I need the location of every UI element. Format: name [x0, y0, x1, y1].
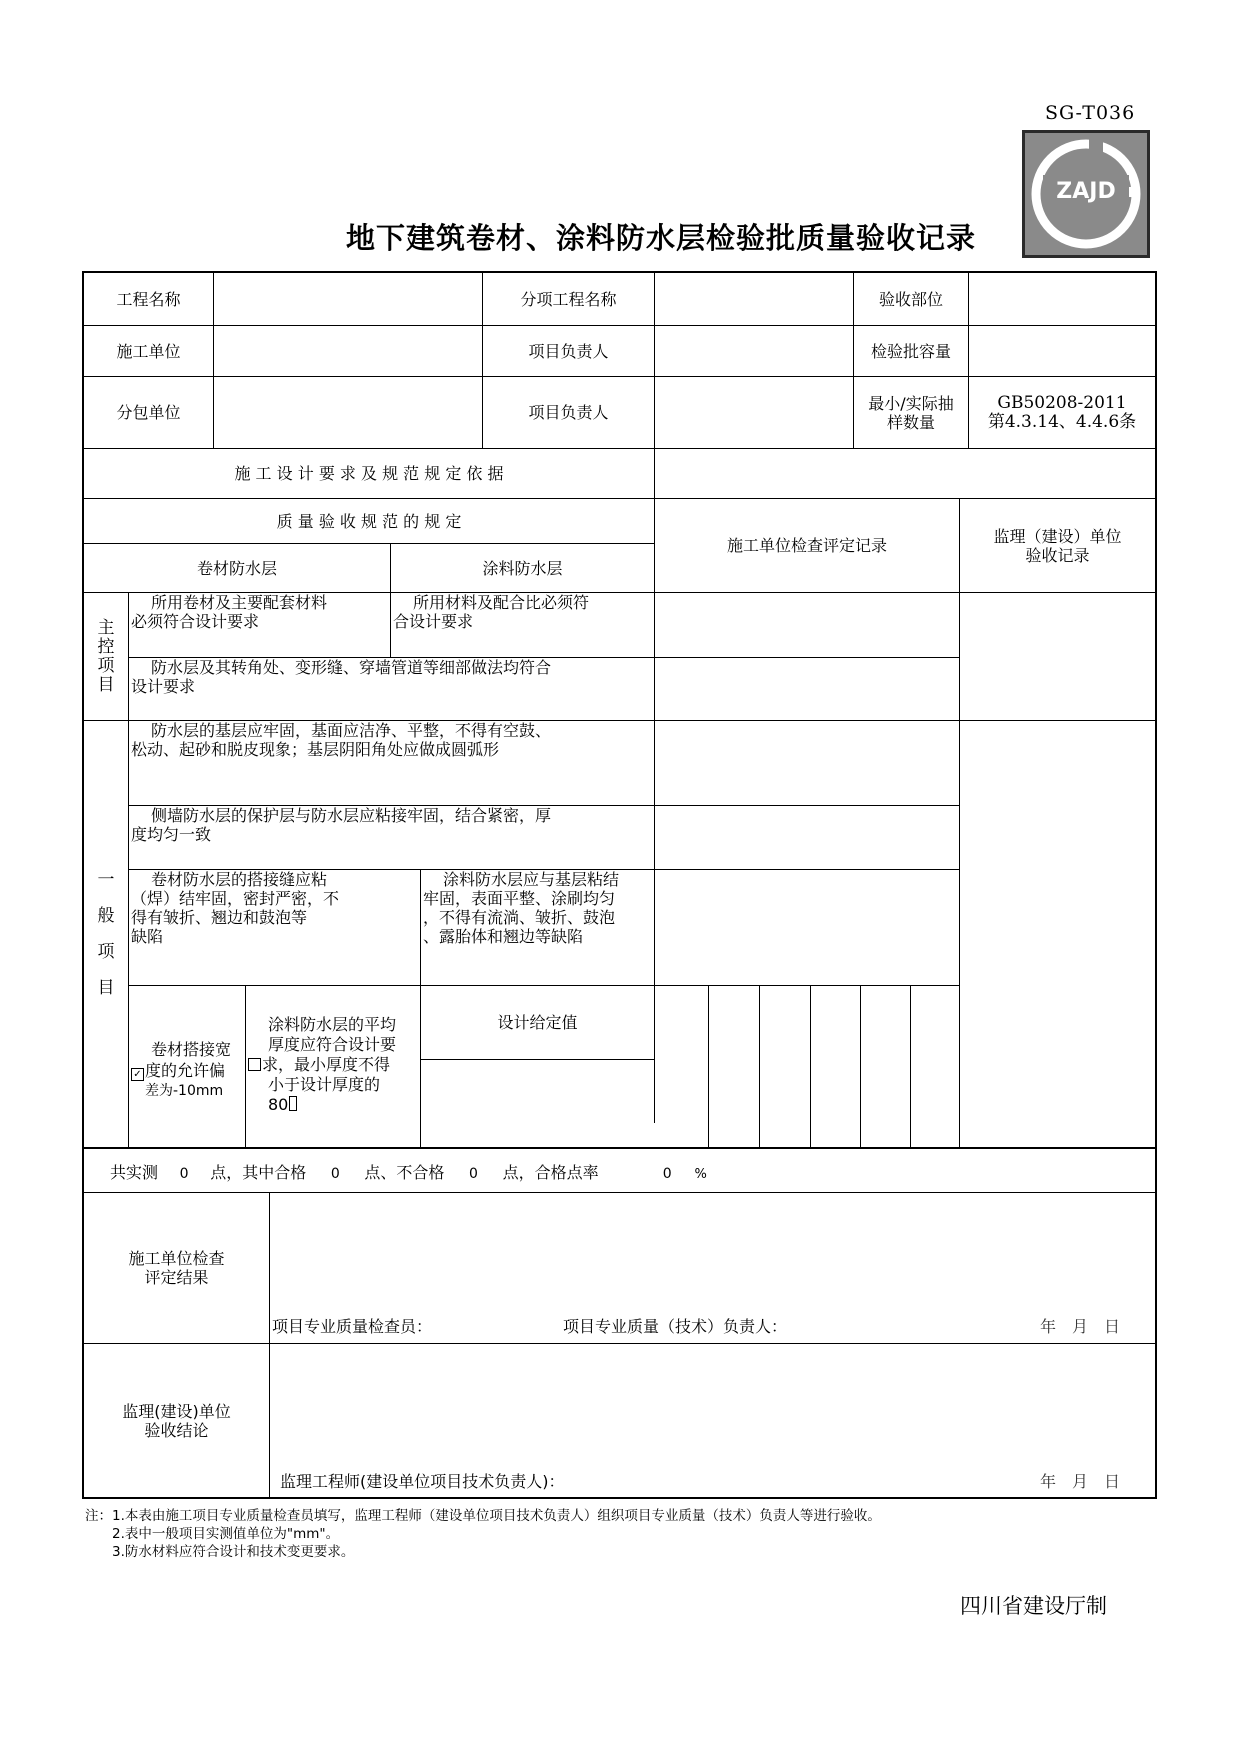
sampling-label-line2: 样数量 [886, 412, 935, 432]
acceptance-part-field[interactable] [969, 273, 1155, 325]
measured-value-2[interactable] [709, 986, 759, 1147]
measured-value-5[interactable] [861, 986, 910, 1147]
main-item1-membrane-line2: 必须符合设计要求 [131, 612, 260, 631]
general-item1-check-field[interactable] [655, 721, 959, 805]
acceptance-part-label: 验收部位 [878, 289, 943, 309]
general-item2-check-field[interactable] [655, 806, 959, 869]
design-basis-field[interactable] [655, 449, 1155, 498]
sampling-label [854, 377, 968, 448]
general-item3-coating-line4: 、露胎体和翘边等缺陷 [423, 927, 584, 946]
general-item4-membrane-line1: 卷材搭接宽 [151, 1039, 232, 1059]
construction-result-label [84, 1193, 269, 1343]
main-items-char-2: 控 [97, 636, 115, 657]
measured-value-6[interactable] [911, 986, 959, 1147]
general-item4-coating [246, 1000, 420, 1130]
main-items-char-3: 项 [97, 655, 115, 676]
general-item3-membrane-line4: 缺陷 [131, 927, 164, 946]
coating-thickness-checkbox[interactable] [248, 1058, 261, 1071]
main-items-char-4: 目 [97, 674, 115, 695]
project-manager-field-2[interactable] [655, 377, 853, 448]
standard-reference [969, 377, 1155, 448]
construction-date-label: 年 月 日 [1040, 1317, 1121, 1336]
membrane-layer-label: 卷材防水层 [196, 558, 277, 578]
general-item2-line2: 度均匀一致 [131, 825, 212, 844]
design-value-field[interactable] [421, 1060, 654, 1147]
general-item1 [129, 721, 654, 805]
general-item2-line1: 侧墙防水层的保护层与防水层应粘接牢固，结合紧密，厚 [151, 806, 552, 825]
membrane-overlap-checkbox[interactable]: ✓ [131, 1068, 144, 1081]
main-item2-check-field[interactable] [655, 658, 959, 720]
summary-row [110, 1160, 707, 1183]
page-title: 地下建筑卷材、涂料防水层检验批质量验收记录 [345, 221, 976, 255]
measured-value-3[interactable] [760, 986, 810, 1147]
note-2: 2.表中一般项目实测值单位为"mm"。 [85, 1526, 340, 1542]
general-items-label [84, 721, 128, 1147]
project-name-field[interactable] [214, 273, 482, 325]
main-item1-membrane [129, 593, 390, 657]
standard-reference-line1: GB50208-2011 [997, 392, 1127, 413]
summary-fail-value: 0 [469, 1166, 478, 1182]
main-item2-line2: 设计要求 [131, 677, 196, 696]
construction-unit-label: 施工单位 [116, 341, 181, 361]
general-item4-coating-line1: 涂料防水层的平均 [268, 1015, 397, 1034]
supervision-date-label: 年 月 日 [1040, 1472, 1121, 1491]
spec-label: 质 量 验 收 规 范 的 规 定 [276, 511, 462, 531]
summary-total-value: 0 [179, 1166, 189, 1182]
general-item4-membrane-line3: 差为-10mm [145, 1082, 224, 1099]
general-item1-line1: 防水层的基层应牢固，基面应洁净、平整，不得有空鼓、 [151, 721, 552, 740]
project-manager-label: 项目负责人 [528, 341, 609, 361]
percent-placeholder-box [289, 1096, 297, 1111]
general-item4-coating-line2: 厚度应符合设计要 [268, 1035, 397, 1054]
logo-text: ZAJD [1056, 179, 1116, 204]
sampling-label-line1: 最小/实际抽 [868, 393, 954, 413]
design-basis-label: 施 工 设 计 要 求 及 规 范 规 定 依 据 [234, 464, 504, 483]
summary-fail-label: 点、不合格 [364, 1163, 445, 1182]
general-items-supervision-field[interactable] [960, 721, 1155, 1147]
design-value-label: 设计给定值 [497, 1013, 578, 1032]
notes [85, 1507, 881, 1561]
main-items-char-1: 主 [97, 617, 115, 638]
construction-result-line2: 评定结果 [144, 1268, 209, 1287]
project-manager-field[interactable] [655, 326, 853, 376]
batch-capacity-field[interactable] [969, 326, 1155, 376]
summary-pass-label: 点，其中合格 [210, 1163, 307, 1182]
general-items-char-3: 项 [97, 942, 115, 962]
general-item3-membrane-line2: （焊）结牢固，密封严密，不 [131, 889, 340, 908]
main-item2-line1: 防水层及其转角处、变形缝、穿墙管道等细部做法均符合 [151, 658, 552, 677]
general-item4-membrane [129, 1010, 245, 1130]
general-item4-coating-line3 [248, 1055, 390, 1075]
general-item3-coating [421, 870, 654, 985]
general-item4-coating-line5-text: 80 [268, 1095, 289, 1114]
general-item3-membrane-line1: 卷材防水层的搭接缝应粘 [151, 870, 328, 889]
supervision-record-label [960, 499, 1155, 592]
general-item4-coating-line4: 小于设计厚度的 [268, 1075, 381, 1094]
project-name-label: 工程名称 [116, 289, 181, 309]
note-3: 3.防水材料应符合设计和技术变更要求。 [85, 1544, 355, 1560]
summary-pass-value: 0 [330, 1166, 340, 1182]
general-item4-coating-line3-text: 求，最小厚度不得 [262, 1055, 391, 1074]
general-item1-line2: 松动、起砂和脱皮现象；基层阴阳角处应做成圆弧形 [131, 740, 500, 759]
general-items-char-2: 般 [97, 906, 115, 926]
general-item3-check-field[interactable] [655, 870, 959, 985]
supervision-result-line1: 监理(建设)单位 [122, 1401, 231, 1421]
general-items-char-4: 目 [97, 978, 115, 998]
main-item2 [129, 658, 654, 720]
note-1: 注：1.本表由施工项目专业质量检查员填写，监理工程师（建设单位项目技术负责人）组织项目专业质量（技术）负责人等进行验收。 [85, 1508, 881, 1524]
supervision-result-line2: 验收结论 [144, 1420, 209, 1440]
main-item1-check-field[interactable] [655, 593, 959, 657]
measured-value-1[interactable] [655, 986, 708, 1147]
general-item4-membrane-line2 [131, 1060, 225, 1081]
main-item1-coating-line2: 合设计要求 [393, 612, 474, 631]
general-item3-coating-line3: ，不得有流淌、皱折、鼓泡 [423, 908, 616, 927]
general-item3-coating-line2: 牢固，表面平整、涂刷均匀 [423, 889, 616, 908]
main-item1-membrane-line1: 所用卷材及主要配套材料 [151, 593, 328, 612]
general-item2 [129, 806, 654, 869]
main-item1-coating [391, 593, 654, 657]
summary-rate-value: 0 [662, 1166, 672, 1182]
supervision-record-line1: 监理（建设）单位 [993, 526, 1122, 546]
main-items-label [84, 593, 128, 720]
construction-result-line1: 施工单位检查 [128, 1249, 225, 1268]
main-item1-coating-line1: 所用材料及配合比必须符 [413, 593, 590, 612]
issuer-footer: 四川省建设厅制 [960, 1594, 1107, 1618]
batch-capacity-label: 检验批容量 [870, 341, 951, 361]
general-item3-coating-line1: 涂料防水层应与基层粘结 [443, 870, 620, 889]
measured-value-4[interactable] [811, 986, 860, 1147]
coating-layer-label: 涂料防水层 [482, 558, 563, 578]
subproject-label: 分项工程名称 [520, 289, 617, 309]
general-item4-membrane-line2-text: 度的允许偏 [145, 1060, 226, 1080]
subcontractor-field[interactable] [214, 377, 482, 448]
summary-rate-label: 点，合格点率 [502, 1163, 599, 1182]
document-code: SG-T036 [1045, 102, 1136, 124]
supervision-result-label [84, 1344, 269, 1497]
summary-total-label: 共实测 [110, 1163, 159, 1182]
summary-percent: % [694, 1167, 707, 1182]
inspector-label: 项目专业质量检查员： [272, 1317, 433, 1336]
quality-manager-label: 项目专业质量（技术）负责人： [563, 1317, 788, 1336]
standard-reference-line2: 第4.3.14、4.4.6条 [987, 411, 1137, 432]
general-item3-membrane-line3: 得有皱折、翘边和鼓泡等 [131, 908, 308, 927]
construction-check-label: 施工单位检查评定记录 [726, 536, 887, 555]
construction-unit-field[interactable] [214, 326, 482, 376]
general-items-char-1: 一 [97, 870, 115, 890]
supervision-record-line2: 验收记录 [1025, 545, 1090, 565]
project-manager-label-2: 项目负责人 [528, 403, 609, 422]
supervision-engineer-label: 监理工程师(建设单位项目技术负责人)： [280, 1472, 565, 1491]
subproject-field[interactable] [655, 273, 853, 325]
subcontractor-label: 分包单位 [116, 403, 181, 422]
general-item3-membrane [129, 870, 420, 985]
general-item4-coating-line5 [248, 1095, 298, 1115]
main-items-supervision-field[interactable] [960, 593, 1155, 720]
